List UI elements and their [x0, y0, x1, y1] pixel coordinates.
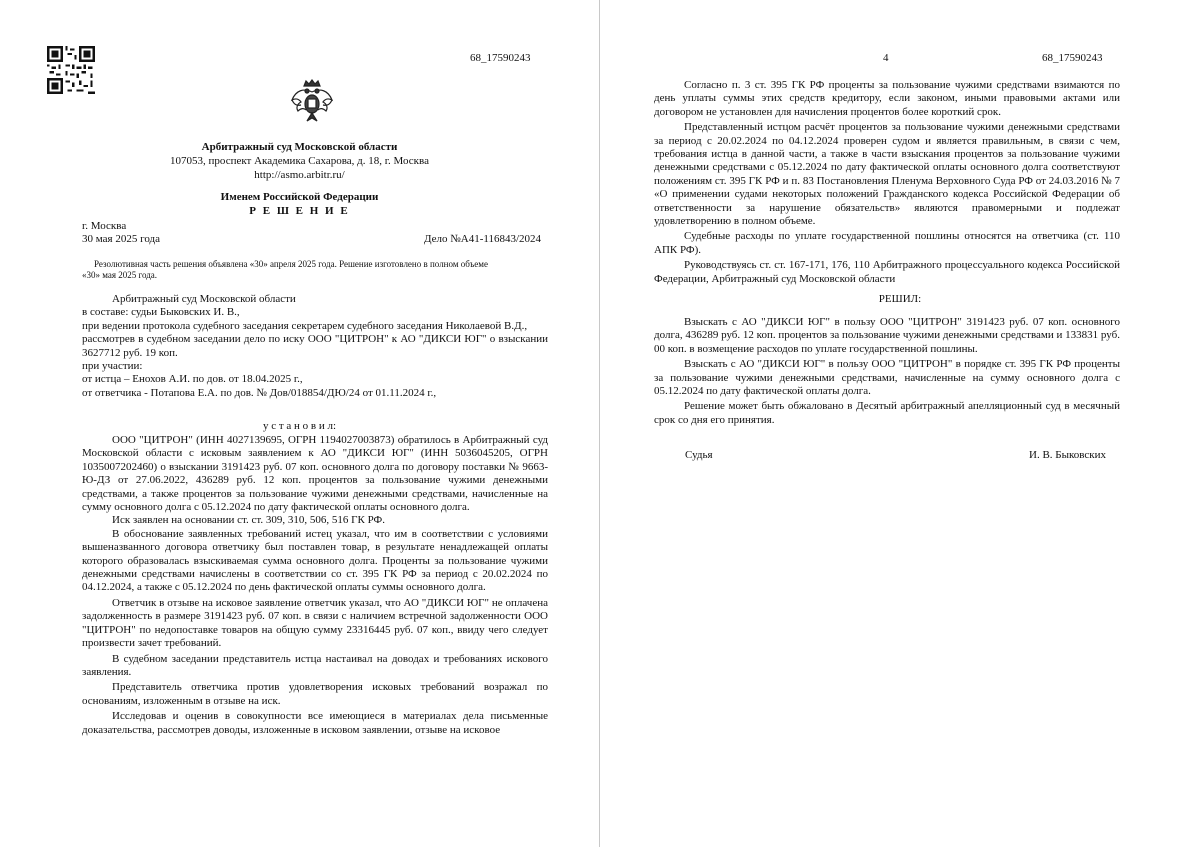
decision-paragraph: Взыскать с АО "ДИКСИ ЮГ" в пользу ООО "ЦИТРОН" в порядке ст. 395 ГК РФ проценты за пользование чужими денежными средствами, начисленные на сумму основного долга с 05.12.2024 по дату фактической оплаты долга.	[654, 358, 1120, 398]
coat-of-arms-icon	[290, 78, 334, 128]
decision-date: 30 мая 2025 года	[82, 233, 160, 245]
judge-label: Судья	[685, 449, 713, 461]
court-name-heading: Арбитражный суд Московской области	[201, 141, 398, 153]
doc-number: 68_17590243	[470, 52, 531, 64]
paragraph: Судебные расходы по уплате государственной пошлины относятся на ответчика (ст. 110 АПК РФ).	[654, 230, 1120, 256]
paragraph: ООО "ЦИТРОН" (ИНН 4027139695, ОГРН 1194027003873) обратилось в Арбитражный суд Московской области с исковым заявлением к АО "ДИКСИ ЮГ" (ИНН 5036045205, ОГРН 1035007202460) о взыскании 3191423 руб. 07 коп. основного долга по договору поставки № 9663-Ю-ДЗ от 27.06.2022, 436289 руб. 12 коп. процентов за пользование чужими денежными средствами, а также процентов за пользование чужими денежными средствами, начисленные на сумму основного долга с 05.12.2024 по дату фактической оплаты основного долга.	[82, 434, 548, 514]
document-page-1	[0, 0, 599, 847]
court-website: http://asmo.arbitr.ru/	[254, 169, 345, 181]
resolutive-note-line-2: «30» мая 2025 года.	[82, 270, 158, 280]
page-number: 4	[883, 52, 889, 64]
intro-block	[82, 293, 548, 400]
paragraph: Согласно п. 3 ст. 395 ГК РФ проценты за пользование чужими средствами взимаются по день уплаты суммы этих средств кредитору, если законом, иными правовыми актами или договором не установлен для начисления процентов более короткий срок.	[654, 79, 1120, 118]
intro-court: Арбитражный суд Московской области	[112, 293, 296, 305]
paragraph: Представленный истцом расчёт процентов за пользование чужими денежными средствами за период с 20.02.2024 по 04.12.2024 проверен судом и является правильным, в связи с чем, требования истца в данной части, а также в части взыскания процентов за пользование чужими денежными средствами с 05.12.2024 по дату фактической оплаты основного долга соответствуют положениям ст. 395 ГК РФ и п. 83 Постановления Пленума Верховного Суда РФ от 24.03.2016 № 7 «О применении судами некоторых положений Гражданского кодекса Российской Федерации об ответственности за нарушение обязательств» являются правомерными и подлежат удовлетворению в полном объеме.	[654, 121, 1120, 228]
city: г. Москва	[82, 220, 127, 232]
right-body-text	[654, 79, 1120, 286]
in-name-of-heading: Именем Российской Федерации	[220, 191, 379, 203]
decided-heading: РЕШИЛ:	[878, 293, 922, 305]
paragraph: Иск заявлен на основании ст. ст. 309, 310, 506, 516 ГК РФ.	[112, 514, 385, 527]
intro-case: рассмотрев в судебном заседании дело по иску ООО "ЦИТРОН" к АО "ДИКСИ ЮГ" о взыскании 3627712 руб. 19 коп.	[82, 333, 548, 359]
paragraph: В судебном заседании представитель истца настаивал на доводах и требованиях искового заявления.	[82, 652, 548, 678]
decision-paragraph: Взыскать с АО "ДИКСИ ЮГ" в пользу ООО "ЦИТРОН" 3191423 руб. 07 коп. основного долга, 436289 руб. 12 коп. процентов за пользование чужими денежными средствами и 133831 руб. 00 коп. в возмещение расходов по уплате государственной пошлины.	[654, 316, 1120, 355]
doc-number: 68_17590243	[1042, 52, 1103, 64]
paragraph: Исследовав и оценив в совокупности все имеющиеся в материалах дела письменные доказательства, рассмотрев доводы, изложенные в исковом заявлении, отзыве на исковое	[82, 710, 548, 736]
resolutive-note-line-1: Резолютивная часть решения объявлена «30» апреля 2025 года. Решение изготовлено в полном объеме	[94, 259, 488, 269]
document-title: Р Е Ш Е Н И Е	[249, 205, 350, 217]
document-page-4	[600, 0, 1200, 847]
intro-secretary: при ведении протокола судебного заседания секретарем судебного заседания Николаевой В.Д.,	[82, 319, 528, 332]
intro-plaintiff-rep: от истца – Енохов А.И. по дов. от 18.04.2025 г.,	[82, 373, 303, 386]
paragraph: Руководствуясь ст. ст. 167-171, 176, 110 Арбитражного процессуального кодекса Российской Федерации, Арбитражный суд Московской области	[654, 259, 1120, 285]
case-number: Дело №А41-116843/2024	[424, 233, 542, 245]
left-body-text	[82, 434, 548, 737]
established-heading: у с т а н о в и л:	[262, 420, 337, 432]
paragraph: Ответчик в отзыве на исковое заявление ответчик указал, что АО "ДИКСИ ЮГ" не оплачена задолженность в размере 3191423 руб. 07 коп. в связи с наличием встречной задолженности ООО "ЦИТРОН" по недопоставке товаров на общую сумму 23316445 руб. 07 коп., ввиду чего следует произвести зачет требований.	[82, 596, 548, 650]
intro-defendant-rep: от ответчика - Потапова Е.А. по дов. № Дов/018854/ДЮ/24 от 01.11.2024 г.,	[82, 386, 437, 399]
intro-present: при участии:	[82, 360, 143, 373]
intro-composition: в составе: судьи Быковских И. В.,	[82, 306, 240, 319]
qr-code-icon	[47, 46, 95, 94]
decision-paragraph: Решение может быть обжаловано в Десятый арбитражный апелляционный суд в месячный срок со дня его принятия.	[654, 400, 1120, 426]
decision-text	[654, 316, 1120, 427]
judge-name: И. В. Быковских	[1029, 449, 1107, 461]
paragraph: Представитель ответчика против удовлетворения исковых требований возражал по основаниям, изложенным в отзыве на иск.	[82, 681, 548, 707]
court-address: 107053, проспект Академика Сахарова, д. 18, г. Москва	[170, 155, 429, 167]
paragraph: В обоснование заявленных требований истец указал, что им в соответствии с условиями вышеназванного договора ответчику был поставлен товар, в результате ненадлежащей оплаты которого образовалась взыскиваемая сумма основного долга. Проценты за пользование чужими денежными средствами начислены в соответствии со ст. 395 ГК РФ за период с 20.02.2024 по 04.12.2024, а также с 05.12.2024 по день фактической оплаты суммы основного долга.	[82, 527, 548, 594]
